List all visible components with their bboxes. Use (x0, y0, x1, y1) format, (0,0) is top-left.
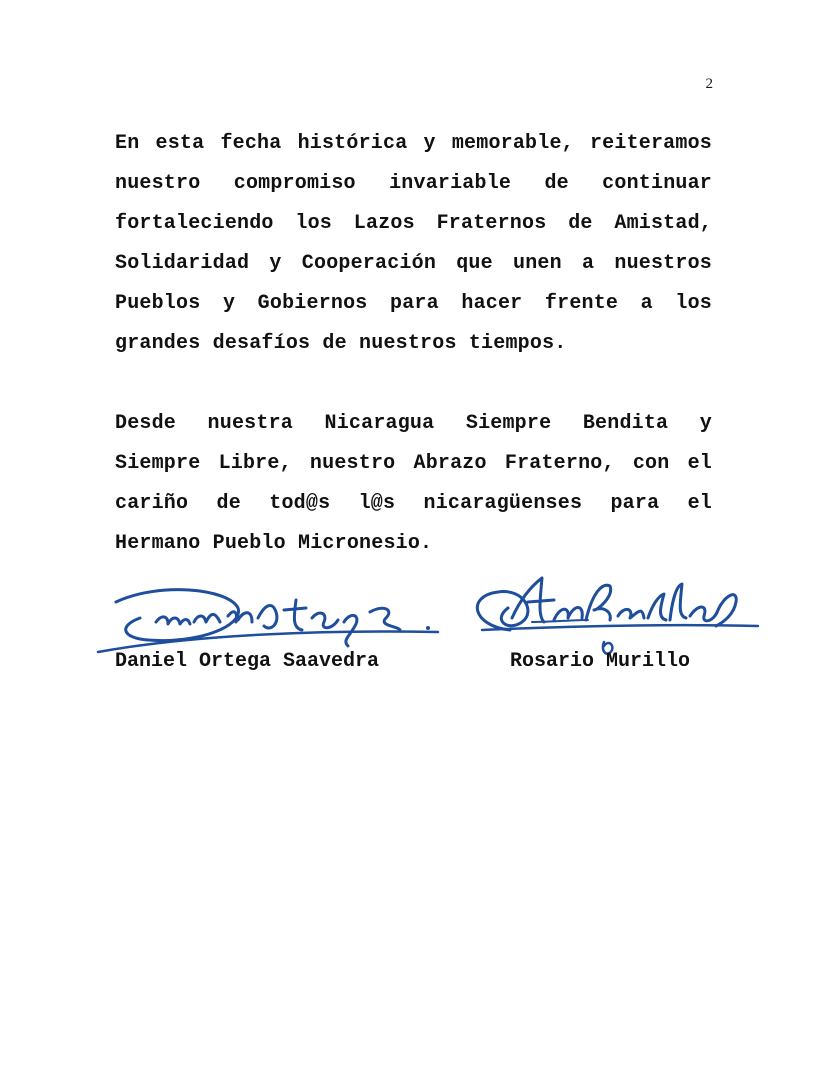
page-number: 2 (705, 76, 713, 92)
signature-daniel-ortega (88, 560, 448, 660)
paragraph-greeting: Desde nuestra Nicaragua Siempre Bendita y Siempre Libre, nuestro Abrazo Fraterno, con el cariño de tod@s l@s nicaragüenses para el Hermano Pueblo Micronesio. (115, 412, 712, 555)
signatory-name-daniel-ortega: Daniel Ortega Saavedra (115, 650, 380, 673)
paragraph-commitment: En esta fecha histórica y memorable, reiteramos nuestro compromiso invariable de continuar fortaleciendo los Lazos Fraternos de Amistad, Solidaridad y Cooperación que unen a nuestros Pueblos y Gobiernos para hacer frente a los grandes desafíos de nuestros tiempos. (115, 132, 712, 355)
signatory-name-rosario-murillo: Rosario Murillo (510, 650, 691, 673)
signature-rosario-murillo (462, 560, 762, 660)
